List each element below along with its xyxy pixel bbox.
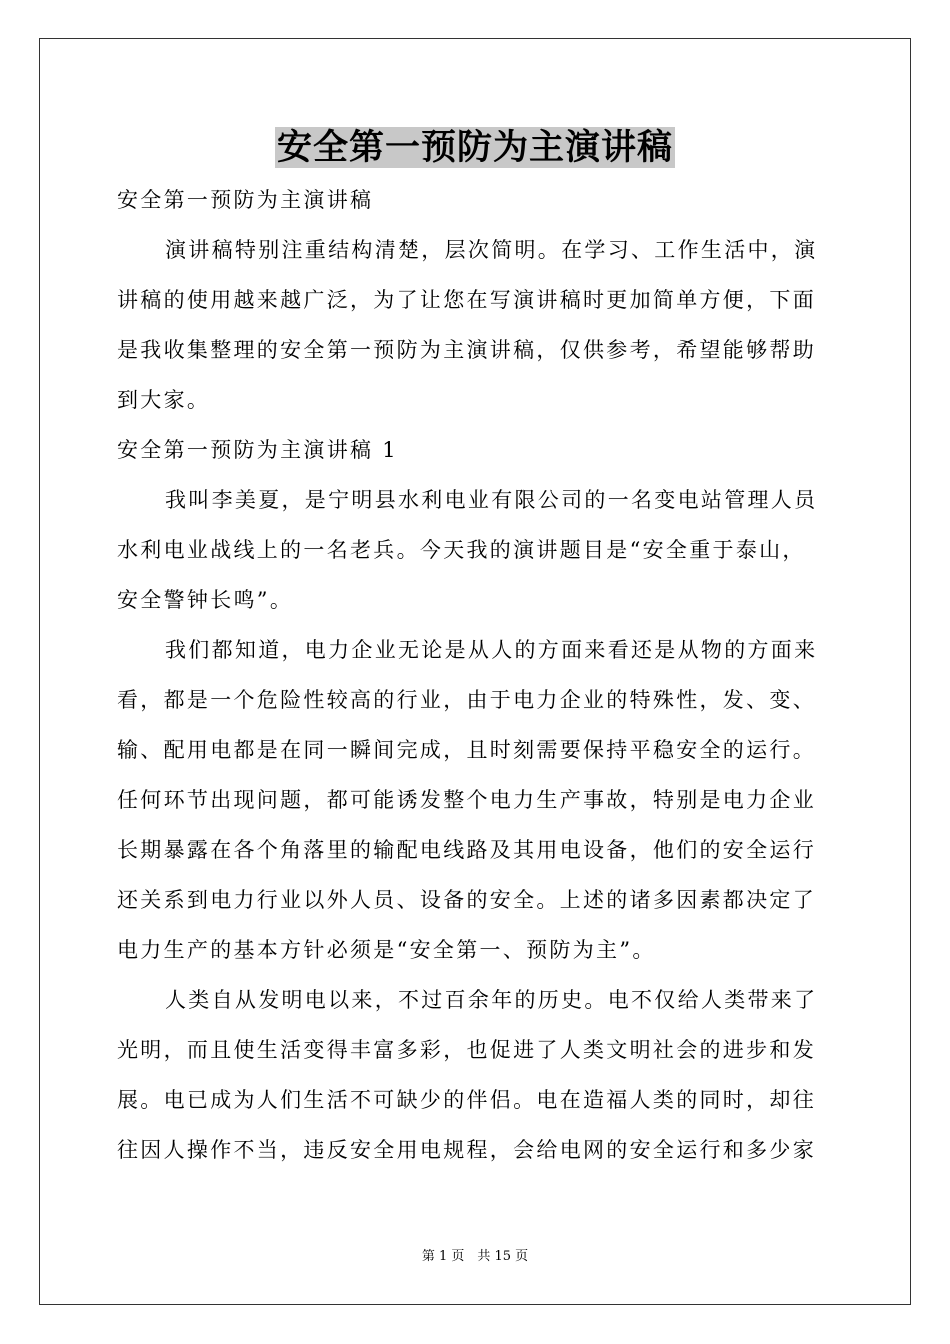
paragraph-line: 任何环节出现问题，都可能诱发整个电力生产事故，特别是电力企业 [117, 788, 816, 812]
paragraph-line: 还关系到电力行业以外人员、设备的安全。上述的诸多因素都决定了 [117, 888, 816, 912]
paragraph-line: 演讲稿特别注重结构清楚，层次简明。在学习、工作生活中，演 [165, 238, 818, 262]
paragraph-line: 我叫李美夏，是宁明县水利电业有限公司的一名变电站管理人员 [165, 488, 818, 512]
paragraph-line: 往因人操作不当，违反安全用电规程，会给电网的安全运行和多少家 [117, 1138, 816, 1162]
paragraph-line: 讲稿的使用越来越广泛，为了让您在写演讲稿时更加简单方便，下面 [117, 288, 816, 312]
paragraph-line: 输、配用电都是在同一瞬间完成，且时刻需要保持平稳安全的运行。 [117, 738, 816, 762]
section-heading: 安全第一预防为主演讲稿 1 [117, 438, 398, 462]
paragraph-line: 安全警钟长鸣”。 [117, 588, 294, 612]
page-footer: 第 1 页 共 15 页 [421, 1249, 529, 1264]
paragraph-line: 到大家。 [117, 388, 211, 412]
paragraph-line: 展。电已成为人们生活不可缺少的伴侣。电在造福人类的同时，却往 [117, 1088, 816, 1112]
subheading: 安全第一预防为主演讲稿 [117, 188, 374, 212]
document-body [117, 175, 833, 1175]
paragraph-line: 人类自从发明电以来，不过百余年的历史。电不仅给人类带来了 [165, 988, 818, 1012]
paragraph-line: 长期暴露在各个角落里的输配电线路及其用电设备，他们的安全运行 [117, 838, 816, 862]
paragraph-line: 水利电业战线上的一名老兵。今天我的演讲题目是“安全重于泰山， [117, 538, 806, 562]
document-title: 安全第一预防为主演讲稿 [276, 127, 673, 168]
paragraph-line: 我们都知道，电力企业无论是从人的方面来看还是从物的方面来 [165, 638, 818, 662]
paragraph-line: 电力生产的基本方针必须是“安全第一、预防为主”。 [117, 938, 656, 962]
paragraph-line: 光明，而且使生活变得丰富多彩，也促进了人类文明社会的进步和发 [117, 1038, 816, 1062]
paragraph-line: 是我收集整理的安全第一预防为主演讲稿，仅供参考，希望能够帮助 [117, 338, 816, 362]
document-title-wrapper [0, 122, 950, 174]
paragraph-line: 看，都是一个危险性较高的行业，由于电力企业的特殊性，发、变、 [117, 688, 816, 712]
